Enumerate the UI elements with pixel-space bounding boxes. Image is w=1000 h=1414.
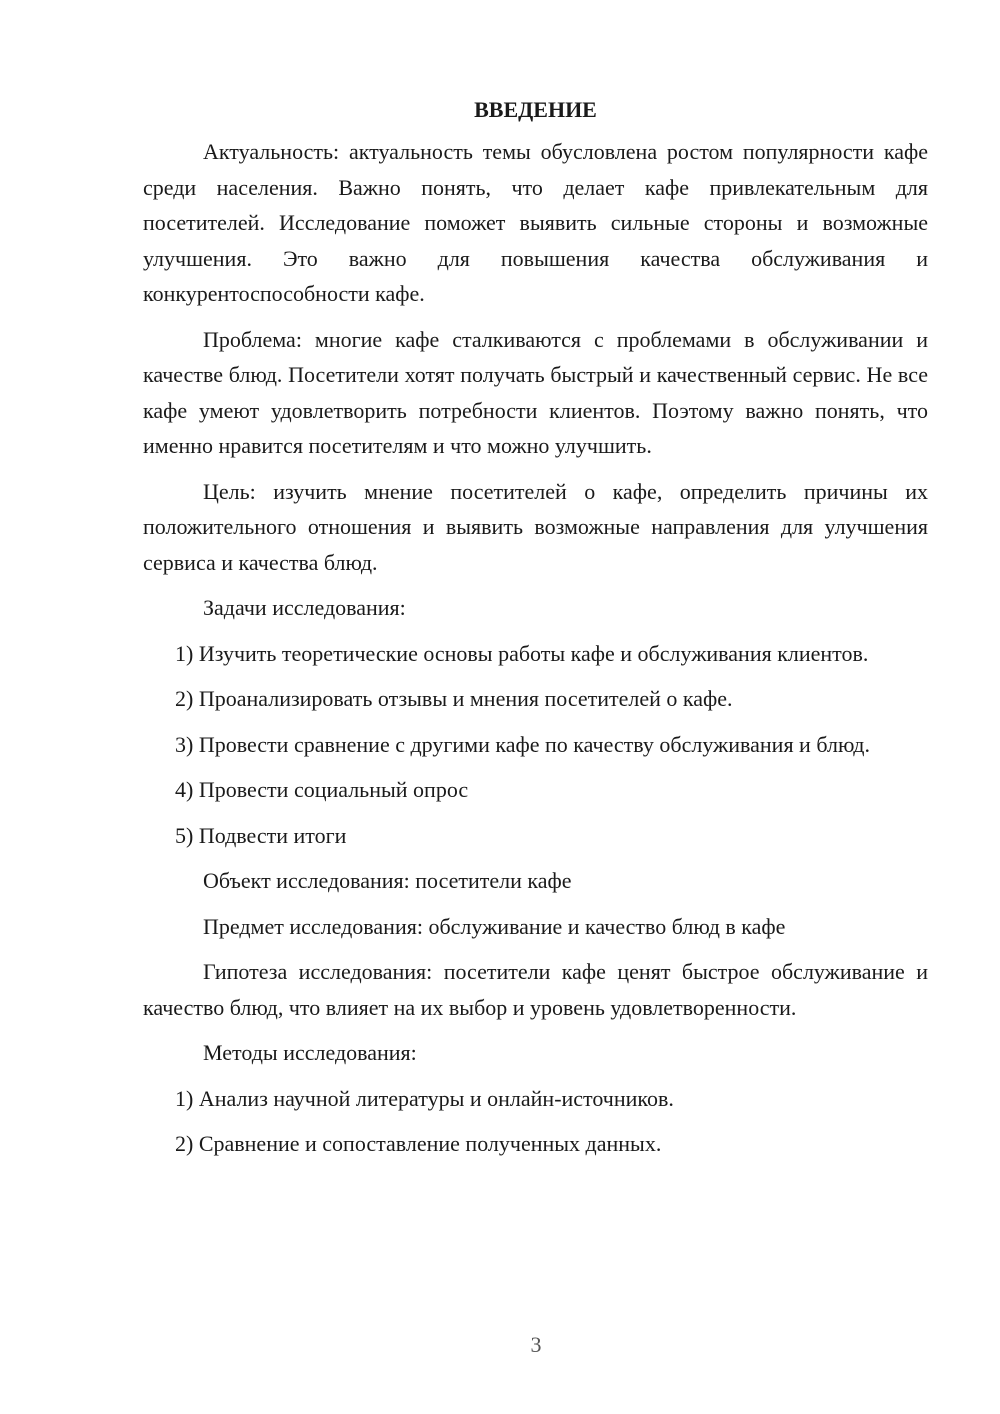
relevance-paragraph: Актуальность: актуальность темы обусловлена ростом популярности кафе среди населения. Важно понять, что делает кафе привлекательным для посетителей. Исследование поможет выявить сильные стороны и возможные улучшения. Это важно для повышения качества обслуживания и конкурентоспособности кафе. (143, 139, 928, 306)
tasks-heading: Задачи исследования: (203, 595, 406, 620)
method-item: 2) Сравнение и сопоставление полученных данных. (175, 1131, 662, 1156)
task-item: 4) Провести социальный опрос (175, 777, 469, 802)
section-title: ВВЕДЕНИЕ (474, 97, 597, 122)
research-object: Объект исследования: посетители кафе (203, 868, 572, 893)
problem-paragraph: Проблема: многие кафе сталкиваются с проблемами в обслуживании и качестве блюд. Посетители хотят получать быстрый и качественный сервис. Не все кафе умеют удовлетворить потребности клиентов. Поэтому важно понять, что именно нравится посетителям и что можно улучшить. (143, 326, 928, 458)
page-content (143, 94, 928, 1172)
task-item: 3) Провести сравнение с другими кафе по качеству обслуживания и блюд. (175, 731, 870, 757)
methods-heading: Методы исследования: (203, 1040, 417, 1065)
page-number: 3 (530, 1332, 542, 1357)
hypothesis-paragraph: Гипотеза исследования: посетители кафе ценят быстрое обслуживание и качество блюд, что влияет на их выбор и уровень удовлетворенности. (143, 959, 928, 1020)
research-subject: Предмет исследования: обслуживание и качество блюд в кафе (203, 913, 786, 939)
method-item: 1) Анализ научной литературы и онлайн-источников. (175, 1085, 674, 1111)
task-item: 2) Проанализировать отзывы и мнения посетителей о кафе. (175, 686, 733, 711)
goal-paragraph: Цель: изучить мнение посетителей о кафе, определить причины их положительного отношения и выявить возможные направления для улучшения сервиса и качества блюд. (143, 478, 928, 575)
task-item: 1) Изучить теоретические основы работы кафе и обслуживания клиентов. (175, 640, 869, 666)
task-item: 5) Подвести итоги (175, 822, 347, 848)
